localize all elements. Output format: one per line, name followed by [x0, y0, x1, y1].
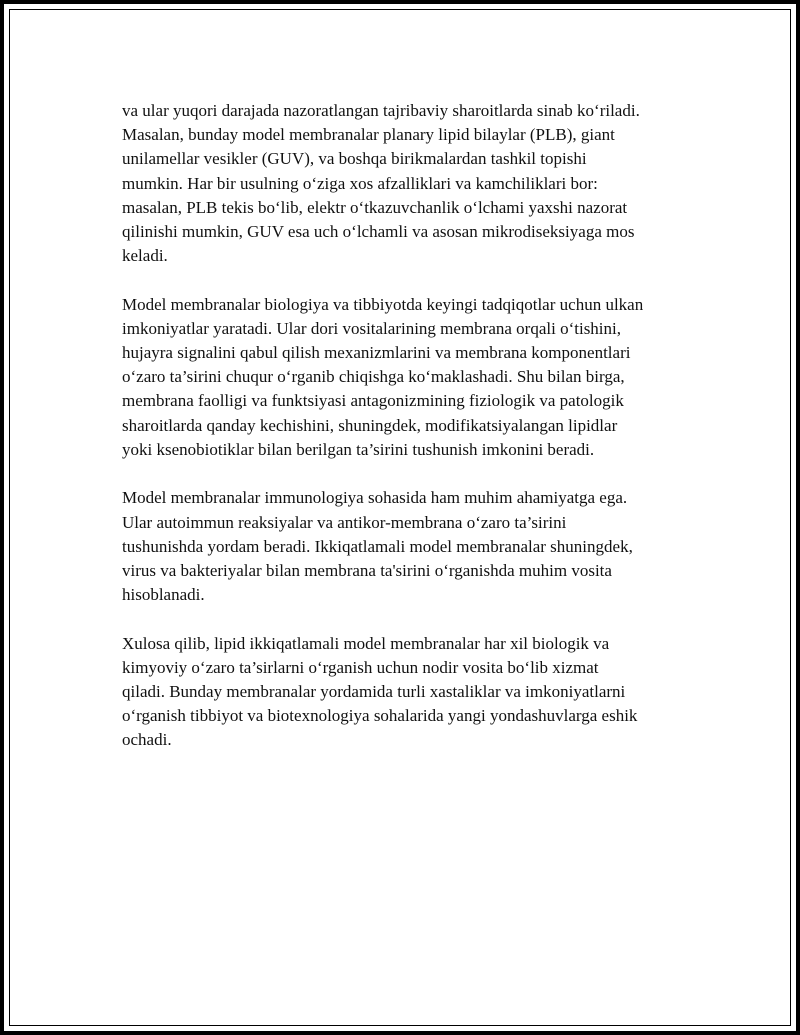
paragraph-2 — [122, 293, 702, 462]
text-line: hujayra signalini qabul qilish mexanizmlarini va membrana komponentlari — [122, 343, 631, 363]
text-line: ochadi. — [122, 730, 172, 750]
text-line: Model membranalar biologiya va tibbiyotda keyingi tadqiqotlar uchun ulkan — [122, 294, 644, 314]
text-line: kimyoviy o‘zaro ta’sirlarni o‘rganish uchun nodir vosita bo‘lib xizmat — [122, 657, 599, 677]
text-line: o‘rganish tibbiyot va biotexnologiya sohalarida yangi yondashuvlarga eshik — [122, 706, 638, 726]
text-line: Xulosa qilib, lipid ikkiqatlamali model membranalar har xil biologik va — [122, 633, 610, 653]
paragraph-1 — [122, 99, 702, 268]
text-line: keladi. — [122, 246, 168, 266]
paragraph-3 — [122, 486, 702, 607]
text-line: qilinishi mumkin, GUV esa uch o‘lchamli va asosan mikrodiseksiyaga mos — [122, 221, 635, 241]
text-line: va ular yuqori darajada nazoratlangan tajribaviy sharoitlarda sinab ko‘riladi. — [122, 101, 640, 120]
text-line: imkoniyatlar yaratadi. Ular dori vositalarining membrana orqali o‘tishini, — [122, 318, 622, 338]
text-line: Ular autoimmun reaksiyalar va antikor-membrana o‘zaro ta’sirini — [122, 512, 567, 532]
text-line: unilamellar vesikler (GUV), va boshqa birikmalardan tashkil topishi — [122, 149, 587, 169]
document-body — [122, 99, 702, 777]
text-line: tushunishda yordam beradi. Ikkiqatlamali model membranalar shuningdek, — [122, 536, 633, 556]
text-line: mumkin. Har bir usulning o‘ziga xos afzalliklari va kamchiliklari bor: — [122, 173, 598, 193]
text-line: o‘zaro ta’sirini chuqur o‘rganib chiqishga ko‘maklashadi. Shu bilan birga, — [122, 367, 625, 387]
text-line: yoki ksenobiotiklar bilan berilgan ta’sirini tushunish imkonini beradi. — [122, 439, 595, 459]
text-line: membrana faolligi va funktsiyasi antagonizmining fiziologik va patologik — [122, 391, 624, 411]
text-line: qiladi. Bunday membranalar yordamida turli xastaliklar va imkoniyatlarni — [122, 682, 626, 702]
text-line: hisoblanadi. — [122, 585, 205, 605]
text-line: virus va bakteriyalar bilan membrana ta'sirini o‘rganishda muhim vosita — [122, 560, 612, 580]
text-line: Masalan, bunday model membranalar planary lipid bilaylar (PLB), giant — [122, 125, 615, 145]
paragraph-4 — [122, 632, 702, 753]
text-line: Model membranalar immunologiya sohasida ham muhim ahamiyatga ega. — [122, 488, 628, 508]
text-line: sharoitlarda qanday kechishini, shuningdek, modifikatsiyalangan lipidlar — [122, 415, 618, 435]
text-line: masalan, PLB tekis bo‘lib, elektr o‘tkazuvchanlik o‘lchami yaxshi nazorat — [122, 197, 628, 217]
